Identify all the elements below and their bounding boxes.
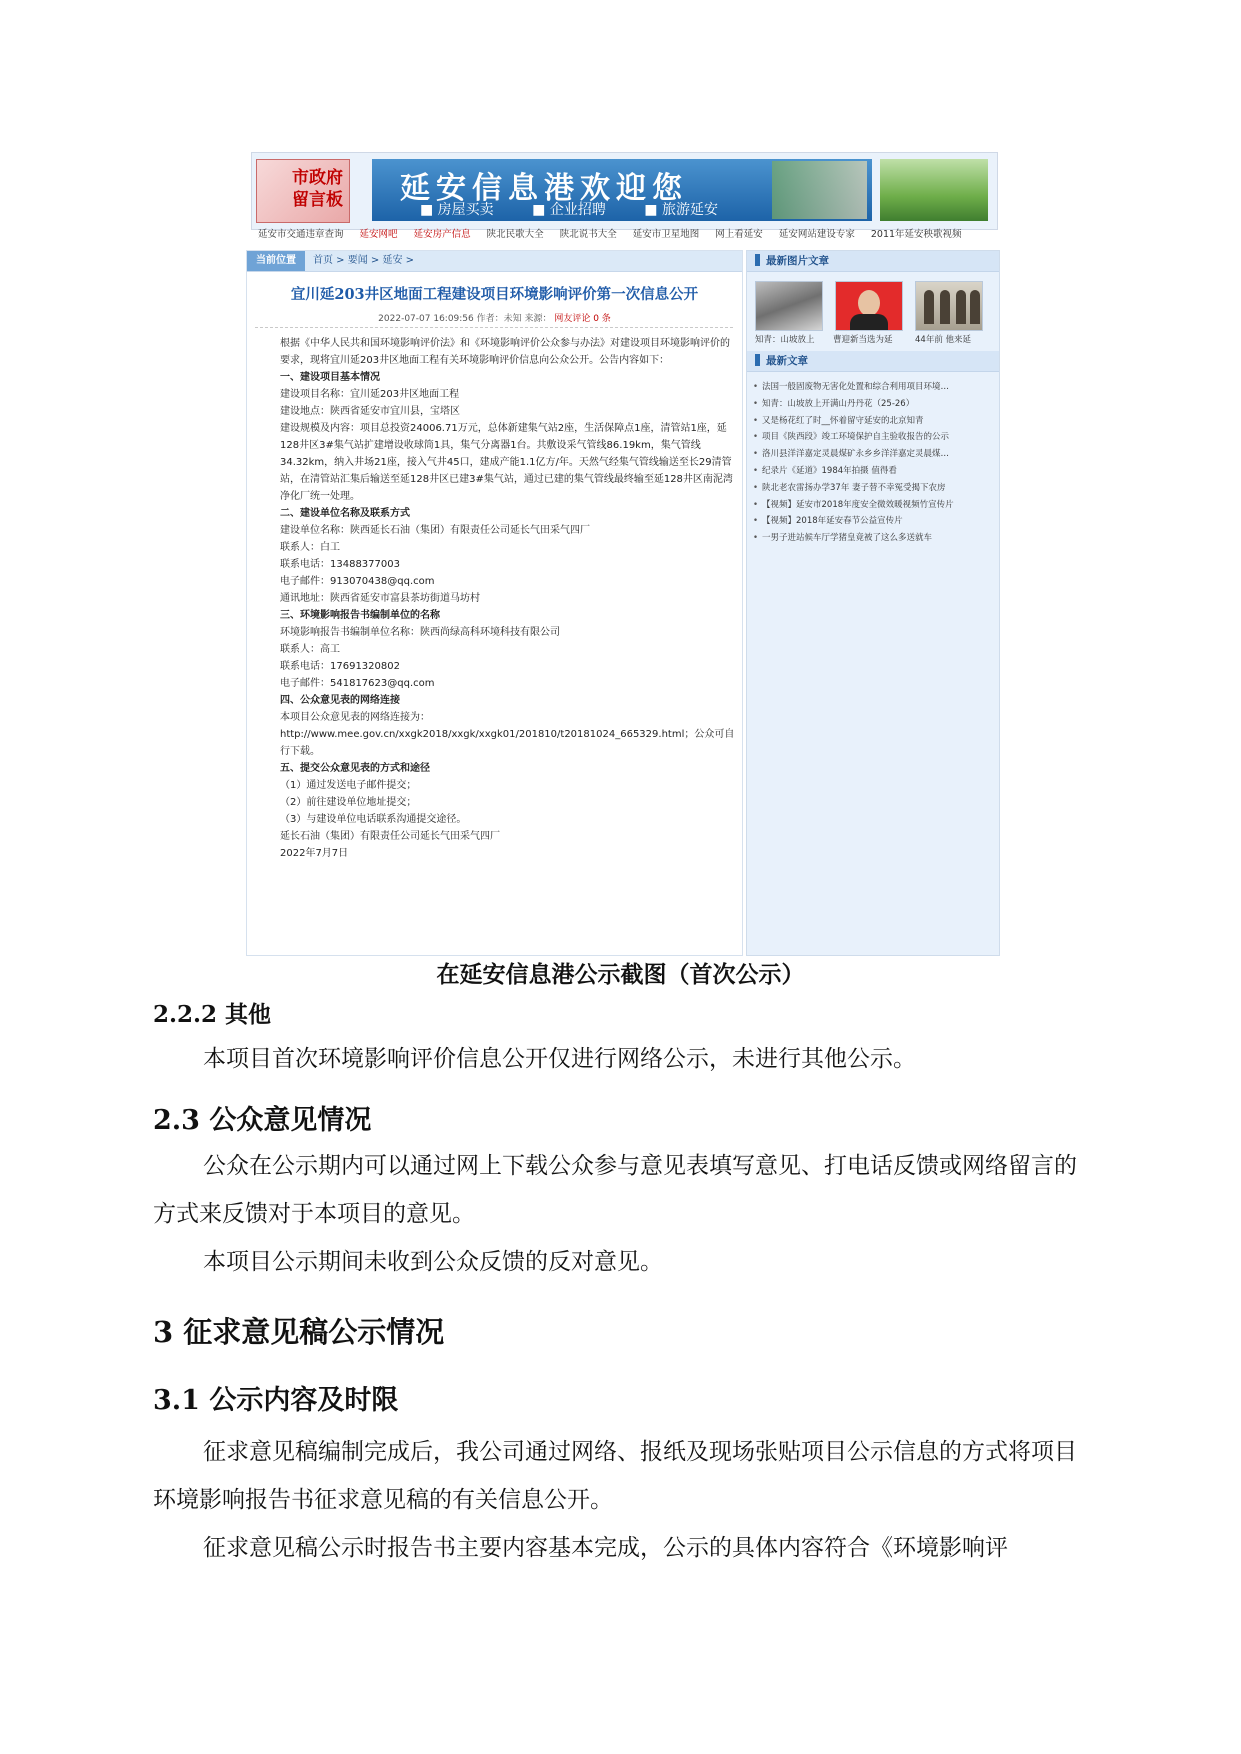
section-2-3-title: 2.3 公众意见情况 [153,1105,372,1136]
article-title: 宜川延203井区地面工程建设项目环境影响评价第一次信息公开 [290,286,699,303]
section-2-2-2-body [153,1035,1088,1083]
banner-link-jobs[interactable]: ■ 企业招聘 [532,202,606,218]
top-nav [252,226,997,242]
article-line: 建设项目名称：宜川延203井区地面工程 [280,389,460,400]
news-item[interactable]: • 纪录片《延道》1984年拍摄 值得看 [753,463,993,480]
article-heading: 一、建设项目基本情况 [280,372,380,383]
article-line: （1）通过发送电子邮件提交； [280,780,417,791]
breadcrumb-label: 当前位置 [247,251,305,271]
comments-link[interactable]: 网友评论 0 条 [554,314,611,324]
banner-link-travel[interactable]: ■ 旅游延安 [644,202,718,218]
news-item[interactable]: • 又是杨花红了时__怀着留守延安的北京知青 [753,413,993,430]
photo-articles-heading [747,251,999,272]
paragraph: 征求意见稿编制完成后，我公司通过网络、报纸及现场张贴项目公示信息的方式将项目环境影响报告书征求意见稿的有关信息公开。 [153,1439,1077,1513]
photo-caption[interactable]: 曹迎新当选为延 [833,335,893,345]
article-line: 建设单位名称：陕西延长石油（集团）有限责任公司延长气田采气四厂 [280,525,590,536]
breadcrumb-path[interactable]: 首页 > 要闻 > 延安 > [313,255,415,266]
article-date: 2022年7月7日 [280,848,349,859]
article-link-line[interactable]: 本项目公众意见表的网络连接为：http://www.mee.gov.cn/xxgk2018/xxgk/xxgk01/201810/t20181024_665329.html；公众可自行下载。 [280,712,735,757]
news-item[interactable]: • 【视频】延安市2018年度安全微效暖视频竹宣传片 [753,497,993,514]
article-body [253,335,735,862]
photo-caption[interactable]: 知青：山坡放上 [755,335,815,345]
nav-link[interactable]: 延安网站建设专家 [778,229,855,240]
section-3-1-body [153,1428,1088,1572]
paragraph: 公众在公示期内可以通过网上下载公众参与意见表填写意见、打电话反馈或网络留言的方式来反馈对于本项目的意见。 [153,1153,1077,1227]
nav-link[interactable]: 延安市卫星地图 [632,229,700,240]
banner-left-line2: 留言板 [292,190,343,210]
nav-link[interactable]: 延安市交通违章查询 [258,229,344,240]
sidebar [746,250,1000,956]
news-list [753,379,993,547]
nav-link[interactable]: 网上看延安 [715,229,763,240]
site-banner [251,152,998,230]
news-item[interactable]: • 一男子进站候车厅学猪皇竟被了这么多送就车 [753,530,993,547]
landscape-image [880,159,988,221]
photo-thumbnail[interactable] [915,281,983,331]
article-line: 电子邮件：913070438@qq.com [280,576,435,587]
message-board-banner[interactable] [256,159,350,223]
section-2-2-2-title: 2.2.2 其他 [153,1001,272,1028]
nav-link[interactable]: 陕北说书大全 [559,229,617,240]
article-line: （3）与建设单位电话联系沟通提交途径。 [280,814,467,825]
welcome-banner [372,159,872,221]
section-3-1-title: 3.1 公示内容及时限 [153,1385,399,1416]
photo-thumbnail[interactable] [755,281,823,331]
heading-bar-icon [755,254,760,266]
paragraph: 本项目首次环境影响评价信息公开仅进行网络公示，未进行其他公示。 [203,1046,916,1072]
article-paragraph: 根据《中华人民共和国环境影响评价法》和《环境影响评价公众参与办法》对建设项目环境影响评价的要求，现将宜川延203井区地面工程有关环境影响评价信息向公众公开。公告内容如下： [280,338,730,366]
news-heading-text: 最新文章 [766,355,808,367]
article-heading: 四、公众意见表的网络连接 [280,695,400,706]
article-heading: 二、建设单位名称及联系方式 [280,508,410,519]
article-panel [246,250,743,956]
nav-link[interactable]: 延安网吧 [359,229,398,240]
article-line: 联系电话：17691320802 [280,661,400,672]
article-line: 电子邮件：541817623@qq.com [280,678,435,689]
news-item[interactable]: • 洛川县洋洋嘉定灵晨煤矿永乡乡洋洋嘉定灵晨煤… [753,446,993,463]
article-line: 联系人：高工 [280,644,340,655]
paragraph: 本项目公示期间未收到公众反馈的反对意见。 [203,1249,663,1275]
article-line: 建设地点：陕西省延安市宜川县，宝塔区 [280,406,460,417]
article-signature: 延长石油（集团）有限责任公司延长气田采气四厂 [280,831,500,842]
article-paragraph: 建设规模及内容：项目总投资24006.71万元，总体新建集气站2座，生活保障点1座，清管站1座，延128井区3#集气站扩建增设收球筒1具，集气分离器1台。共敷设采气管线86.19km，集气管线34.32km，纳入井场21座，接入气井45口，建成产能1.1亿方/年。天然气经集气管线输送至长29清管站，在清管站汇集后输送至延128井区已建3#集气站，通过已建的集气管线最终输至延128井区南泥湾净化厂统一处理。 [280,423,733,502]
section-3-title: 3 征求意见稿公示情况 [153,1315,445,1349]
article-line: （2）前往建设单位地址提交； [280,797,417,808]
photo-grid [753,281,993,345]
article-heading: 三、环境影响报告书编制单位的名称 [280,610,440,621]
article-meta [247,311,742,324]
article-heading: 五、提交公众意见表的方式和途径 [280,763,430,774]
news-item[interactable]: • 陕北老农雷扬办学37年 妻子替不幸冤受揭下农房 [753,480,993,497]
article-line: 环境影响报告书编制单位名称：陕西尚绿高科环境科技有限公司 [280,627,560,638]
news-item[interactable]: • 法国一般固废物无害化处置和综合利用项目环境… [753,379,993,396]
article-line: 联系人：白工 [280,542,340,553]
webpage-screenshot [246,152,998,954]
nav-link[interactable]: 延安房产信息 [413,229,471,240]
photo-thumbnail[interactable] [835,281,903,331]
divider [255,327,733,328]
banner-links [420,199,752,219]
photo-caption[interactable]: 44年前 他来延 [915,335,972,345]
nav-link[interactable]: 陕北民歌大全 [486,229,544,240]
breadcrumb [247,251,742,272]
news-item[interactable]: • 知青：山坡放上开满山丹丹花（25-26） [753,396,993,413]
nav-link[interactable]: 2011年延安秧歌视频 [870,229,962,240]
heading-bar-icon [755,354,760,366]
banner-people-image [772,161,867,219]
latest-articles-heading [747,351,999,372]
article-line: 联系电话：13488377003 [280,559,400,570]
banner-link-housing[interactable]: ■ 房屋买卖 [420,202,494,218]
section-2-3-body [153,1142,1088,1286]
article-line: 通讯地址：陕西省延安市富县茶坊街道马坊村 [280,593,480,604]
banner-title: 延安信息港欢迎您 [400,171,688,206]
figure-caption: 在延安信息港公示截图（首次公示） [436,962,805,988]
banner-left-line1: 市政府 [292,168,343,188]
paragraph: 征求意见稿公示时报告书主要内容基本完成，公示的具体内容符合《环境影响评 [203,1535,1008,1561]
photo-heading-text: 最新图片文章 [766,255,829,267]
news-item[interactable]: • 【视频】2018年延安春节公益宣传片 [753,513,993,530]
news-item[interactable]: • 项目《陕西段》竣工环境保护自主验收报告的公示 [753,429,993,446]
article-date-author: 2022-07-07 16:09:56 作者：未知 来源： [378,314,552,324]
